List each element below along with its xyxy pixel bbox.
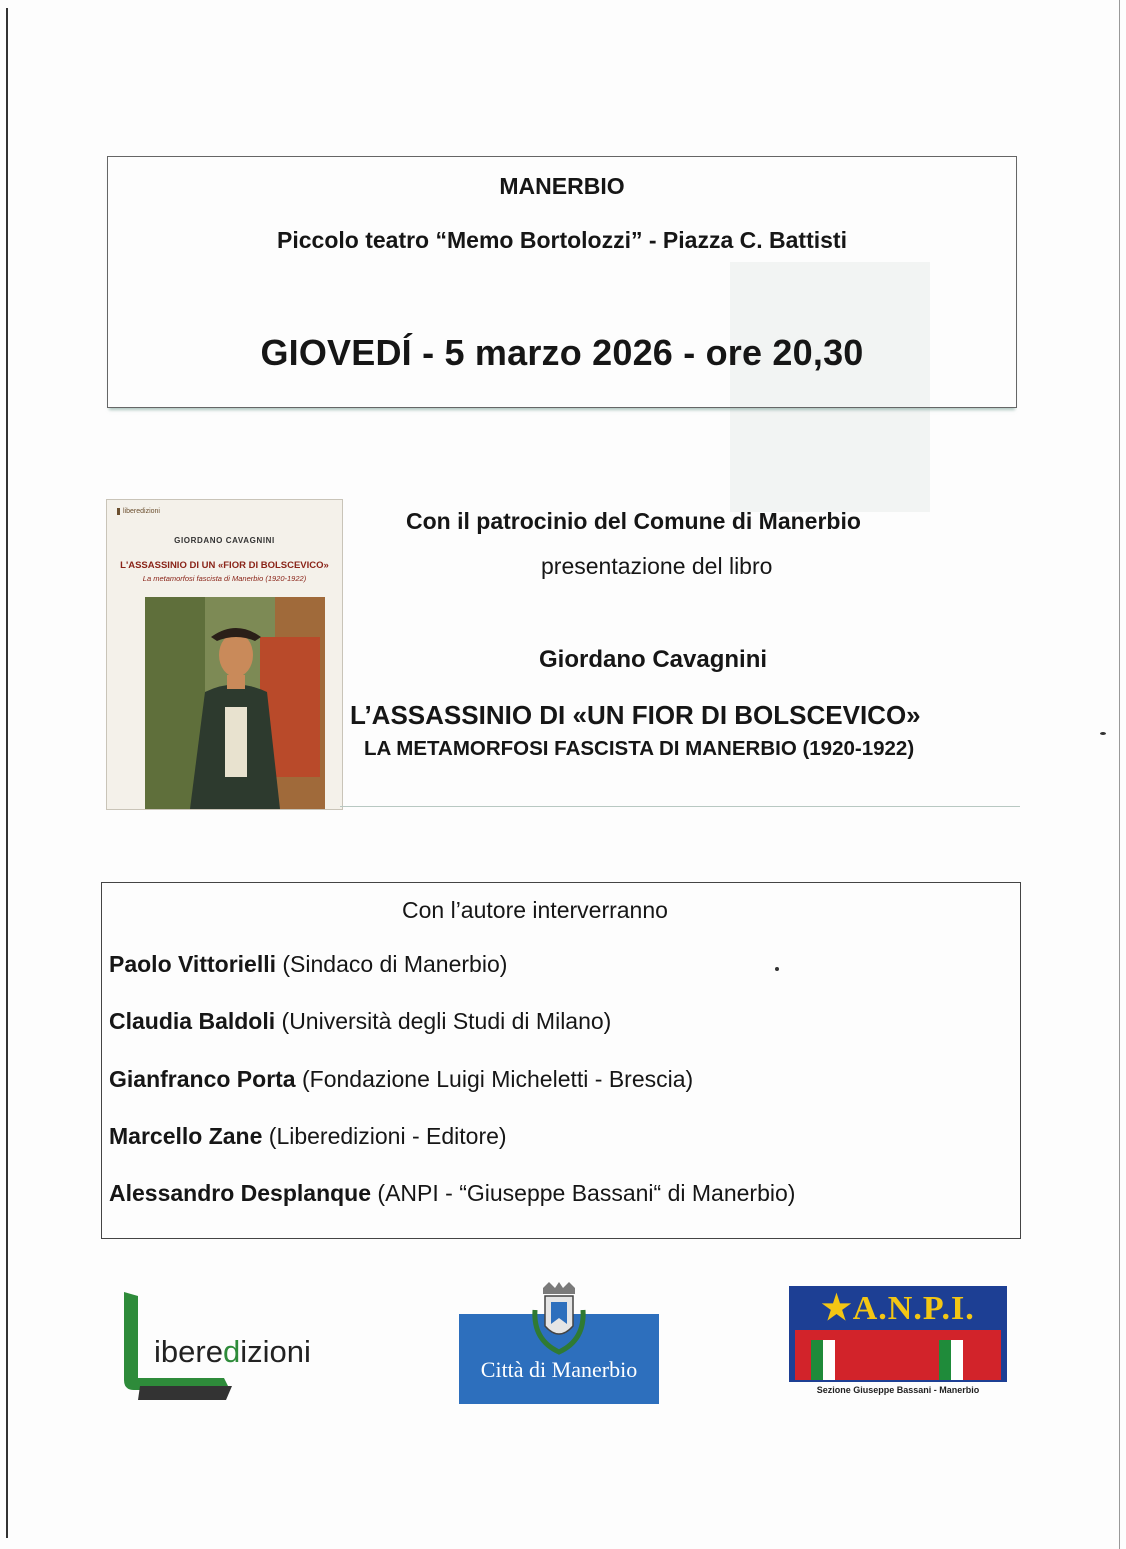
book-subtitle: LA METAMORFOSI FASCISTA DI MANERBIO (1920-1922) (364, 737, 915, 760)
event-town: MANERBIO (499, 173, 625, 199)
book-author: Giordano Cavagnini (539, 646, 768, 673)
cover-title: L'ASSASSINIO DI UN «FIOR DI BOLSCEVICO» (120, 560, 329, 571)
page-edge (1119, 0, 1120, 1549)
crest-icon (529, 1280, 589, 1360)
event-datetime: GIOVEDÍ - 5 marzo 2026 - ore 20,30 (260, 332, 864, 373)
anpi-logo (789, 1286, 1007, 1401)
portrait-painting (145, 597, 325, 809)
presentation-line: presentazione del libro (541, 553, 773, 579)
liberedizioni-logo (120, 1290, 350, 1405)
speaker-item (109, 1066, 693, 1093)
anpi-section: Sezione Giuseppe Bassani - Manerbio (816, 1385, 980, 1395)
liberedizioni-wordmark: iberedizioni (154, 1334, 311, 1369)
speakers-heading: Con l’autore interverranno (402, 897, 668, 923)
city-manerbio-logo (459, 1280, 659, 1405)
event-venue: Piccolo teatro “Memo Bortolozzi” - Piazza C. Battisti (277, 227, 847, 253)
speaker-name: Claudia Baldoli (109, 1008, 276, 1034)
speaker-item (109, 1123, 507, 1150)
cover-author: GIORDANO CAVAGNINI (174, 536, 275, 545)
page-edge (6, 8, 8, 1538)
patronage-line: Con il patrocinio del Comune di Manerbio (406, 508, 861, 534)
speaker-item (109, 1008, 611, 1035)
cover-publisher: liberedizioni (117, 508, 160, 515)
speaker-name: Paolo Vittorielli (109, 951, 276, 977)
cover-subtitle: La metamorfosi fascista di Manerbio (1920-1922) (142, 574, 307, 583)
speaker-role: (Fondazione Luigi Micheletti - Brescia) (295, 1066, 694, 1092)
speaker-item (109, 951, 507, 978)
speaker-item (109, 1180, 795, 1207)
speaker-role: (ANPI - “Giuseppe Bassani“ di Manerbio) (371, 1180, 796, 1206)
speaker-name: Marcello Zane (109, 1123, 263, 1149)
scan-speck (775, 967, 779, 971)
speaker-role: (Liberedizioni - Editore) (262, 1123, 507, 1149)
speaker-name: Gianfranco Porta (109, 1066, 296, 1092)
city-name: Città di Manerbio (480, 1357, 638, 1382)
event-header (107, 156, 1017, 408)
speakers-box (101, 882, 1021, 1239)
book-title: L’ASSASSINIO DI «UN FIOR DI BOLSCEVICO» (350, 700, 921, 730)
book-cover-image (106, 499, 343, 810)
speaker-name: Alessandro Desplanque (109, 1180, 372, 1206)
speaker-role: (Università degli Studi di Milano) (275, 1008, 612, 1034)
speaker-role: (Sindaco di Manerbio) (276, 951, 508, 977)
scan-speck (1100, 732, 1106, 735)
flag-icon (789, 1326, 1007, 1382)
divider (340, 806, 1020, 807)
anpi-title: ★A.N.P.I. (821, 1290, 975, 1327)
